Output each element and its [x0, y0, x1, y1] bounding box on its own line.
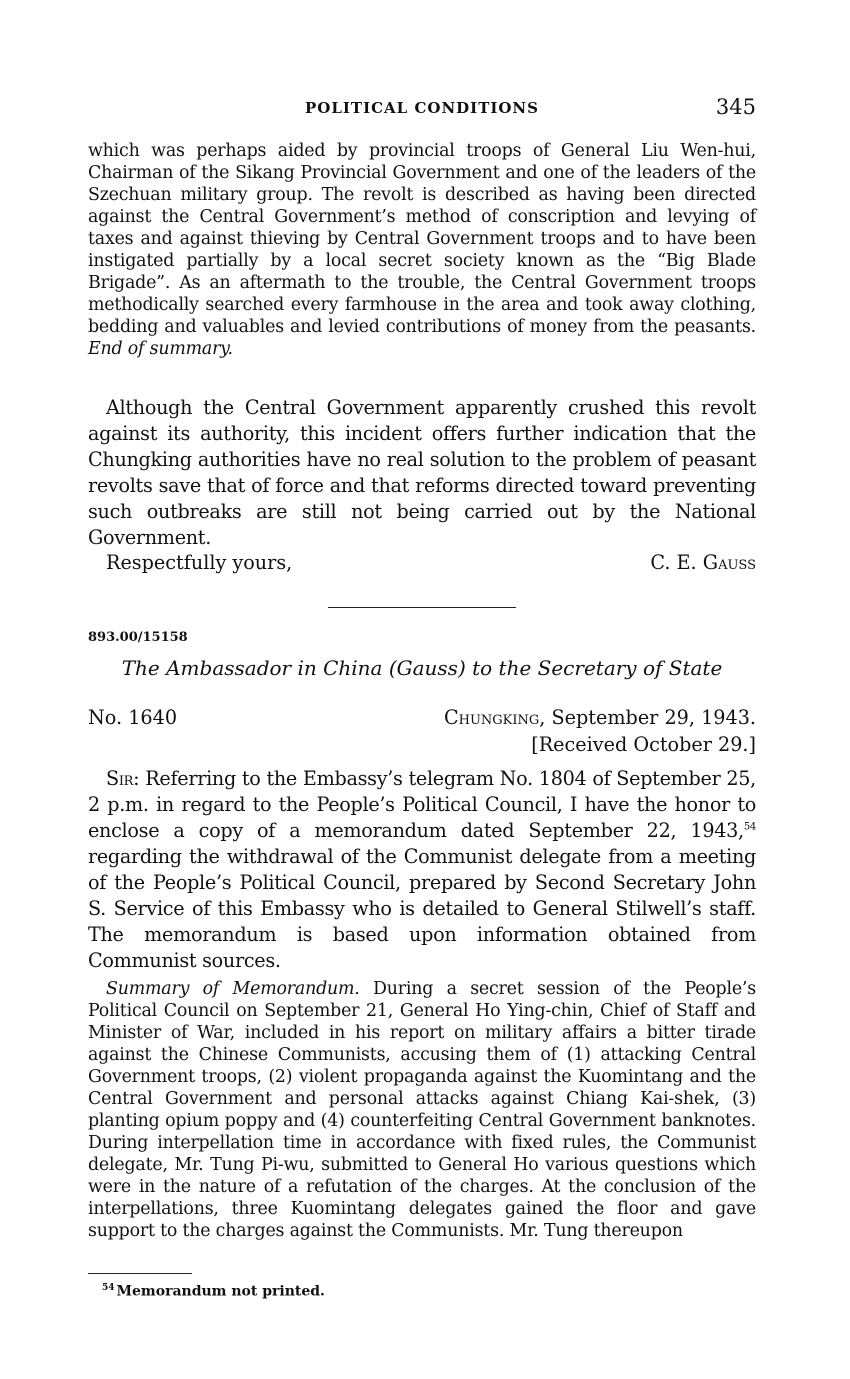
footnote-text: Memorandum not printed. — [116, 1283, 325, 1300]
footnote-number: 54 — [102, 1283, 115, 1293]
received-date: [Received October 29.] — [531, 733, 756, 756]
memorandum-summary-paragraph — [88, 978, 756, 1242]
signature: C. E. Gauss — [650, 551, 756, 574]
footnote-rule — [88, 1273, 192, 1274]
page-number: 345 — [715, 95, 756, 119]
footnote — [102, 1283, 325, 1300]
despatch-number: No. 1640 — [88, 706, 178, 729]
document-title: The Ambassador in China (Gauss) to the Secretary of State — [121, 656, 723, 680]
end-of-summary-marker: End of summary. — [88, 339, 233, 359]
date: September 29, 1943. — [551, 706, 756, 729]
closing-row — [88, 551, 756, 577]
running-title: POLITICAL CONDITIONS — [305, 99, 539, 117]
place: Chungking, — [443, 706, 546, 729]
letter-text-part1: Referring to the Embassy’s telegram No. 1804 of September 25, 2 p.m. in regard to the People’s Political Council, I have the honor to enclose a copy of a memorandum dated September 22, 1943, — [88, 767, 756, 842]
dateline — [88, 706, 756, 762]
section-divider — [328, 607, 516, 608]
summary-lead: Summary of Memorandum. — [106, 979, 360, 999]
letter-text-part2: regarding the withdrawal of the Communist delegate from a meeting of the People’s Political Council, prepared by Second Secretary John S. Service of this Embassy who is detailed to General Stilwell’s staff. The memorandum is based upon information obtained from Communist sources. — [88, 845, 756, 972]
place-and-date — [444, 706, 756, 729]
memorandum-summary-text: During a secret session of the People’s Political Council on September 21, General Ho Ying-chin, Chief of Staff and Minister of War, included in his report on military affairs a bitter tirade against the Chinese Communists, accusing them of (1) attacking Central Government troops, (2) violent propaganda against the Kuomintang and the Central Government and personal attacks against Chiang Kai-shek, (3) planting opium poppy and (4) counterfeiting Central Government banknotes. During interpellation time in accordance with fixed rules, the Communist delegate, Mr. Tung Pi-wu, submitted to General Ho various questions which were in the nature of a refutation of the charges. At the conclusion of the interpellations, three Kuomintang delegates gained the floor and gave support to the charges against the Communists. Mr. Tung thereupon — [88, 979, 756, 1241]
summary-paragraph-continued — [88, 140, 756, 360]
letter-salutation: Sir: — [106, 767, 140, 790]
comment-text: Although the Central Government apparently crushed this revolt against its authority, this incident offers further indication that the Chungking authorities have no real solution to the problem of peasant revolts save that of force and that reforms directed toward preventing such outbreaks are still not being carried out by the National Government. — [88, 396, 756, 549]
footnote-reference: 54 — [743, 821, 756, 833]
file-number: 893.00/15158 — [88, 630, 188, 645]
comment-paragraph — [88, 395, 756, 551]
summary-text: which was perhaps aided by provincial troops of General Liu Wen-hui, Chairman of the Sikang Provincial Government and one of the leaders of the Szechuan military group. The revolt is described as having been directed against the Central Government’s method of conscription and levying of taxes and against thieving by Central Government troops and to have been instigated partially by a local secret society known as the “Big Blade Brigade”. As an aftermath to the trouble, the Central Government troops methodically searched every farmhouse in the area and took away clothing, bedding and valuables and levied contributions of money from the peasants. — [88, 141, 756, 337]
letter-body-paragraph — [88, 766, 756, 974]
closing-salutation: Respectfully yours, — [106, 551, 293, 574]
running-header — [88, 95, 756, 121]
